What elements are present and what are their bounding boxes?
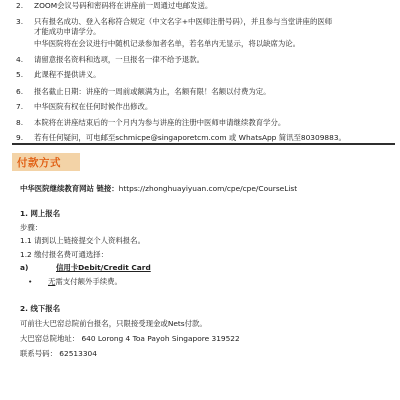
course-link[interactable]: https://zhonghuayiyuan.com/cpe/cpe/CourseList: [118, 184, 298, 193]
course-link-line: [20, 183, 398, 194]
option-label: a): [20, 263, 29, 272]
course-link-label: 中华医院继续教育网站 链接：: [20, 184, 119, 193]
offline-registration-section: [20, 304, 390, 359]
step-2: 1.2 缴付报名费可通选择：: [20, 249, 109, 259]
notice-item-5: [16, 70, 394, 80]
notice-number: 6.: [16, 87, 24, 96]
clinic-address: 大巴窑总院地址： 640 Lorong 4 Toa Payoh Singapore 319522: [20, 334, 240, 343]
payment-title: 付款方式: [17, 157, 61, 169]
card-option-text: 信用卡Debit/Credit Card: [56, 263, 151, 272]
notice-item-2: [16, 1, 394, 11]
notice-number: 3.: [16, 17, 24, 26]
fee-note-text: 需支付额外手续费。: [55, 277, 122, 286]
notice-list: [16, 0, 394, 143]
notice-text: 若有任何疑问，可电邮至schmicpe@singaporetcm.com 或 WhatsApp 简讯至80309883。: [34, 133, 346, 142]
online-registration-title: 1. 网上报名: [20, 209, 61, 218]
notice-number: 8.: [16, 118, 24, 127]
contact-number: 联系号码： 62513304: [20, 349, 97, 358]
notice-text: 本院将在讲座结束后的一个月内为参与讲座的注册中医师申请继续教育学分。: [34, 118, 286, 127]
bullet-dot-icon: •: [28, 277, 33, 286]
offline-registration-title: 2. 线下报名: [20, 304, 61, 313]
notice-text: 才能成功申请学分。: [34, 27, 101, 36]
payment-option-card: [20, 263, 390, 273]
notice-text: 报名截止日期：讲座的一周前或额满为止，名额有限！名额以付费为定。: [34, 87, 271, 96]
notice-subtext: 中华医院将在会议进行中随机记录参加者名单，若名单内无显示，将以缺席为论。: [34, 39, 301, 48]
notice-number: 9.: [16, 133, 24, 142]
notice-number: 7.: [16, 102, 24, 111]
online-registration-section: [20, 209, 390, 287]
notice-text: 只有报名成功、登入名称符合规定（中文名字+中医师注册号码），并且参与当堂讲座的医师: [34, 17, 333, 26]
section-divider: [12, 143, 395, 145]
payment-section-header: [12, 153, 80, 171]
notice-text: ZOOM会议号码和密码将在讲座前一周通过电邮发送。: [34, 1, 213, 10]
notice-item-6: [16, 87, 394, 97]
notice-item-3: [16, 17, 394, 49]
notice-item-7: [16, 102, 394, 112]
fee-note-underlined: 无: [48, 277, 56, 286]
card-fee-note: [20, 277, 390, 287]
step-1: 1.1 请到以上链接提交个人资料报名。: [20, 236, 145, 245]
offline-line-1: 可前往大巴窑总院前台报名，只限接受现金或Nets付款。: [20, 319, 207, 328]
notice-text: 请留意报名资料和选项，一旦报名一律不给予退款。: [34, 55, 204, 64]
notice-item-9: [16, 133, 394, 143]
notice-text: 此课程不提供讲义。: [34, 70, 101, 79]
notice-item-4: [16, 55, 394, 65]
notice-number: 2.: [16, 1, 24, 10]
notice-text: 中华医院有权在任何时候作出修改。: [34, 102, 153, 111]
steps-label: 步骤：: [20, 222, 43, 232]
notice-item-8: [16, 118, 394, 128]
notice-number: 5.: [16, 70, 24, 79]
notice-number: 4.: [16, 55, 24, 64]
